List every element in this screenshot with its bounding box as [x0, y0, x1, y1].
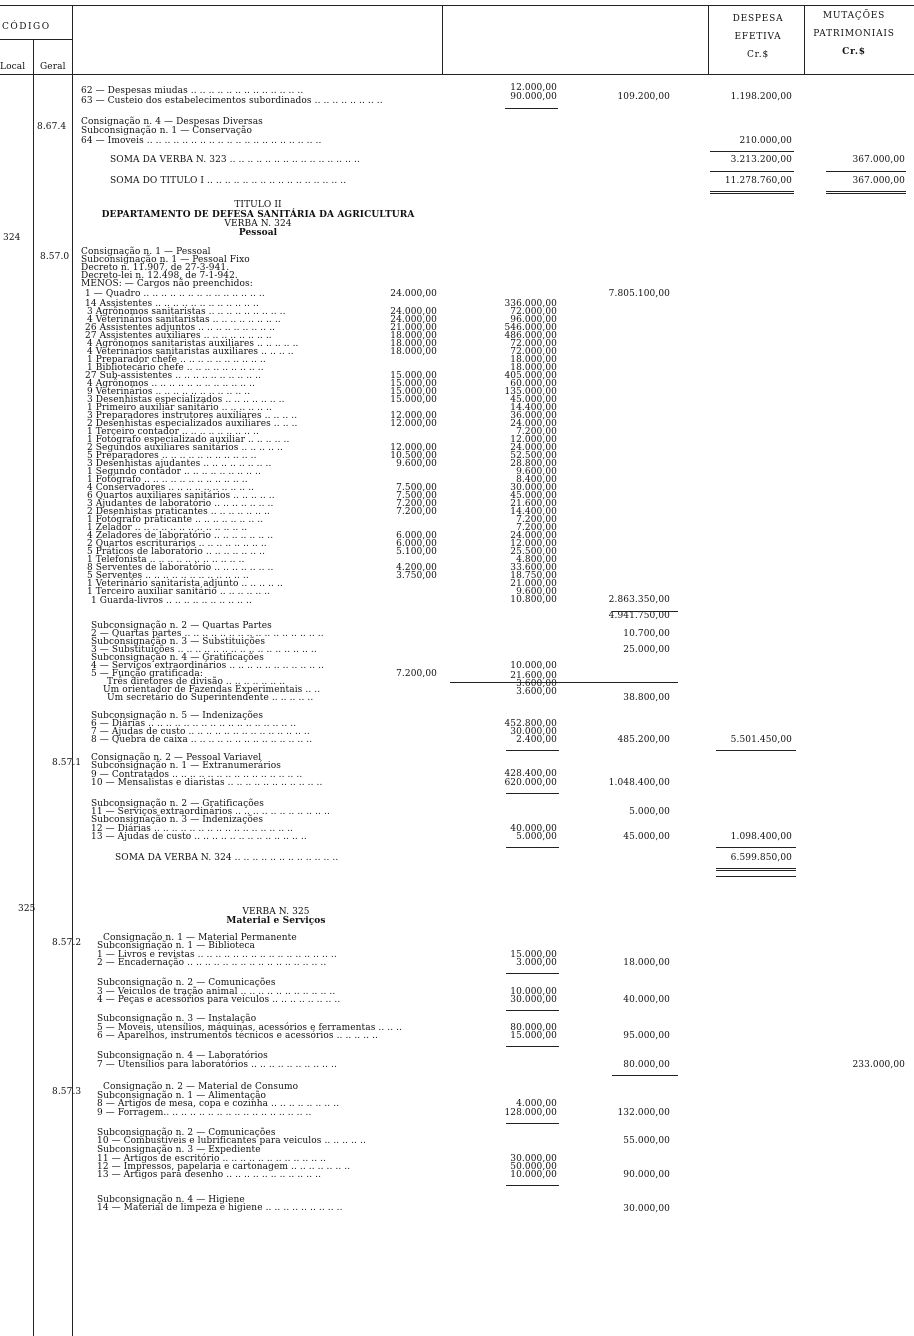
amount-col-1: 6.000,00: [396, 531, 437, 541]
amount-col-2: 14.400,00: [510, 403, 557, 413]
amount-col-1: 7.200,00: [396, 507, 437, 517]
amount-col-2: 50.000,00: [510, 1162, 557, 1172]
line-item: 1 Preparador chefe .. .. .. .. .. .. .. .. .. ..: [87, 355, 266, 365]
rule: [612, 1075, 678, 1076]
amount-col-1: 15.000,00: [390, 371, 437, 381]
line-item: 27 Sub-assistentes .. .. .. .. .. .. .. .. .. ..: [85, 371, 262, 381]
amount-col-1: 10.500,00: [390, 451, 437, 461]
line-item: 1 Primeiro auxiliar sanitário .. .. .. .. .. ..: [87, 403, 272, 413]
line-item: Subconsignação n. 1 — Conservação: [81, 126, 252, 136]
amount-col-2: 10.800,00: [510, 595, 557, 605]
line-item: 3 Preparadores instrutores auxiliares .. .. .. ..: [87, 411, 298, 421]
line-item: 1 Fotógrafo praticante .. .. .. .. .. .. .. ..: [87, 515, 264, 525]
line-item: 4 Veterinários sanitaristas auxiliares .. .. .. ..: [87, 347, 294, 357]
line-item: Subconsignação n. 2 — Comunicações: [97, 1128, 276, 1138]
code-8-57-3: 8.57.3: [52, 1087, 82, 1097]
amount-col-2: 135.000,00: [504, 387, 557, 397]
line-item: Subconsignação n. 2 — Comunicações: [97, 978, 276, 988]
line-item: Um orientador de Fazendas Experimentais .. ..: [103, 685, 321, 695]
amount-col-2: 9.600,00: [516, 467, 557, 477]
code-8-57-2: 8.57.2: [52, 938, 82, 948]
line-item: 9 — Forragem.. .. .. .. .. .. .. .. .. .. .. .. .. .. .. .. ..: [97, 1108, 312, 1118]
col-rule-mutacoes: [804, 5, 805, 75]
line-item: Três diretores de divisão .. .. .. .. .. .. ..: [107, 677, 286, 687]
rule: [506, 750, 559, 751]
line-item: 1 Terceiro contador .. .. .. .. .. .. .. .. ..: [87, 427, 259, 437]
amount-col-4: 1.098.400,00: [730, 832, 792, 842]
line-item: Subconsignação n. 3 — Instalação: [97, 1014, 257, 1024]
amount-col-2: 4.000,00: [516, 1099, 557, 1109]
amount-col-1: 3.750,00: [396, 571, 437, 581]
code-8-57-1: 8.57.1: [52, 758, 82, 768]
amount-col-4: 11.278.760,00: [724, 176, 792, 186]
line-item: 13 — Artigos para desenho .. .. .. .. .. .. .. .. .. .. ..: [97, 1170, 322, 1180]
amount-col-3: 55.000,00: [623, 1136, 670, 1146]
amount-col-2: 336.000,00: [504, 299, 557, 309]
line-item: 64 — Imoveis .. .. .. .. .. .. .. .. .. .. .. .. .. .. .. .. .. .. .. ..: [81, 136, 322, 146]
line-item: 2 — Quartas partes .. .. .. .. .. .. .. .. .. .. .. .. .. .. .. ..: [91, 629, 324, 639]
rule: [506, 973, 559, 974]
amount-col-3: 1.048.400,00: [608, 778, 670, 788]
line-item: 10 — Mensalistas e diaristas .. .. .. .. .. .. .. .. .. .. ..: [91, 778, 323, 788]
line-item: 1 Segundo contador .. .. .. .. .. .. .. .. ..: [87, 467, 261, 477]
col-rule-desc: [442, 5, 443, 75]
amount-col-1: 7.200,00: [396, 499, 437, 509]
line-item: 5 Serventes .. .. .. .. .. .. .. .. .. .. .. ..: [87, 571, 249, 581]
amount-col-2: 45.000,00: [510, 395, 557, 405]
header-bottom-rule: [0, 74, 914, 75]
rule: [710, 151, 794, 152]
amount-col-2: 3.600,00: [516, 679, 557, 689]
section-heading: Pessoal: [238, 228, 278, 238]
amount-col-2: 96.000,00: [510, 315, 557, 325]
rule: [506, 1046, 559, 1047]
amount-col-1: 9.600,00: [396, 459, 437, 469]
amount-col-3: 5.000,00: [629, 807, 670, 817]
amount-col-2: 486.000,00: [504, 331, 557, 341]
code-8-57-0: 8.57.0: [40, 252, 70, 262]
amount-col-1: 7.200,00: [396, 669, 437, 679]
line-item: Subconsignação n. 4 — Gratificações: [91, 653, 264, 663]
line-item: 26 Assistentes adjuntos .. .. .. .. .. .. .. .. ..: [85, 323, 276, 333]
amount-col-2: 9.600,00: [516, 587, 557, 597]
header-despesa-3: Cr.$: [747, 50, 769, 60]
amount-col-2: 21.600,00: [510, 671, 557, 681]
amount-col-3: 25.000,00: [623, 645, 670, 655]
header-mutacoes-1: MUTAÇÕES: [822, 11, 886, 21]
amount-col-1: 24.000,00: [390, 315, 437, 325]
amount-col-5: 367.000,00: [852, 176, 905, 186]
line-item: Consignação n. 2 — Material de Consumo: [103, 1082, 299, 1092]
rule: [716, 847, 796, 848]
line-item: 2 Desenhistas praticantes .. .. .. .. .. .. ..: [87, 507, 270, 517]
amount-col-1: 18.000,00: [390, 339, 437, 349]
amount-col-4: 1.198.200,00: [730, 92, 792, 102]
amount-col-2: 18.750,00: [510, 571, 557, 581]
header-codigo: CÓDIGO: [2, 22, 51, 32]
amount-col-2: 405.000,00: [504, 371, 557, 381]
line-item: 7 — Utensílios para laboratórios .. .. .. .. .. .. .. .. .. ..: [97, 1060, 337, 1070]
amount-col-1: 24.000,00: [390, 307, 437, 317]
amount-col-2: 72.000,00: [510, 347, 557, 357]
line-item: 8 Serventes de laboratório .. .. .. .. .. .. ..: [87, 563, 274, 573]
section-heading: TITULO II: [234, 200, 282, 210]
line-item: 2 Quartos escriturários .. .. .. .. .. .. .. ..: [87, 539, 267, 549]
amount-col-2: 620.000,00: [504, 778, 557, 788]
amount-col-3: 38.800,00: [623, 693, 670, 703]
amount-col-2: 24.000,00: [510, 443, 557, 453]
header-code-rule: [0, 39, 72, 40]
section-heading: Material e Serviços: [226, 916, 326, 926]
amount-col-2: 24.000,00: [510, 419, 557, 429]
rule: [450, 682, 678, 683]
line-item: 9 Veterinários .. .. .. .. .. .. .. .. .. .. ..: [87, 387, 251, 397]
col-rule-geral: [72, 5, 73, 1336]
line-item: Um secretário do Superintendente .. .. .. .. ..: [107, 693, 314, 703]
line-item: 1 Bibliotecário chefe .. .. .. .. .. .. .. .. ..: [87, 363, 264, 373]
line-item: 6 — Aparelhos, instrumentos técnicos e acessórios .. .. .. .. ..: [97, 1031, 379, 1041]
amount-col-2: 452.800,00: [504, 719, 557, 729]
line-item: Subconsignação n. 3 — Substituições: [91, 637, 266, 647]
rule: [506, 1010, 559, 1011]
line-item: 63 — Custeio dos estabelecimentos subordinados .. .. .. .. .. .. .. ..: [81, 96, 383, 106]
col-rule-despesa: [708, 5, 709, 75]
line-item: Decreto-lei n. 12.498, de 7-1-942.: [81, 271, 238, 281]
line-item: 11 — Artigos de escritório .. .. .. .. .. .. .. .. .. .. .. ..: [97, 1154, 327, 1164]
rule: [506, 1123, 559, 1124]
line-item: 5 — Moveis, utensílios, máquinas, acessórios e ferramentas .. .. ..: [97, 1023, 403, 1033]
line-item: Subconsignação n. 1 — Pessoal Fixo: [81, 255, 250, 265]
section-heading: DEPARTAMENTO DE DEFESA SANITÁRIA DA AGRICULTURA: [101, 210, 415, 220]
code-8-67-4: 8.67.4: [37, 122, 67, 132]
line-item: Subconsignação n. 1 — Extranumerários: [91, 761, 282, 771]
line-item: Subconsignação n. 4 — Laboratórios: [97, 1051, 268, 1061]
amount-col-2: 30.000,00: [510, 995, 557, 1005]
line-item: 4 Zeladores de laboratório .. .. .. .. .. .. ..: [87, 531, 274, 541]
amount-col-2: 7.200,00: [516, 427, 557, 437]
amount-col-2: 21.000,00: [510, 579, 557, 589]
amount-col-2: 28.800,00: [510, 459, 557, 469]
header-despesa-2: EFETIVA: [734, 32, 782, 42]
amount-col-2: 18.000,00: [510, 363, 557, 373]
amount-col-2: 3.000,00: [516, 958, 557, 968]
rule: [710, 191, 794, 194]
amount-col-5: 233.000,00: [852, 1060, 905, 1070]
amount-col-3: 30.000,00: [623, 1204, 670, 1214]
rule: [710, 171, 794, 172]
amount-col-3: 40.000,00: [623, 995, 670, 1005]
line-item: Consignação n. 1 — Material Permanente: [103, 933, 297, 943]
amount-col-2: 12.000,00: [510, 83, 557, 93]
amount-col-1: 4.200,00: [396, 563, 437, 573]
line-item: 14 Assistentes .. .. .. .. .. .. .. .. .. .. .. ..: [85, 299, 259, 309]
line-item: 1 — Quadro .. .. .. .. .. .. .. .. .. .. .. .. .. ..: [85, 289, 265, 299]
line-item: Subconsignação n. 4 — Higiene: [97, 1195, 245, 1205]
rule: [826, 191, 906, 194]
amount-col-4: 5.501.450,00: [730, 735, 792, 745]
line-item: 11 — Serviços extraordinários .. .. .. .. .. .. .. .. .. .. ..: [91, 807, 330, 817]
line-item: Subconsignação n. 5 — Indenizações: [91, 711, 264, 721]
header-mutacoes-3: Cr.$: [842, 47, 866, 57]
rule: [716, 750, 796, 751]
amount-col-2: 15.000,00: [510, 1031, 557, 1041]
amount-col-2: 8.400,00: [516, 475, 557, 485]
amount-col-2: 72.000,00: [510, 339, 557, 349]
amount-col-2: 5.000,00: [516, 832, 557, 842]
line-item: 4 Agrônomos sanitaristas auxiliares .. .. .. .. ..: [87, 339, 299, 349]
amount-col-3: 7.805.100,00: [608, 289, 670, 299]
amount-col-1: 18.000,00: [390, 331, 437, 341]
line-item: 12 — Impressos, papelaria e cartonagem .. .. .. .. .. .. ..: [97, 1162, 351, 1172]
line-item: 1 Guarda-livros .. .. .. .. .. .. .. .. .. ..: [91, 596, 252, 606]
line-item: Consignação n. 2 — Pessoal Variavel: [91, 753, 262, 763]
line-item: 5 — Função gratificada:: [91, 669, 203, 679]
line-item: 1 Zelador .. .. .. .. .. .. .. .. .. .. .. .. ..: [87, 523, 248, 533]
header-local: Local: [0, 62, 26, 72]
line-item: SOMA DO TITULO I .. .. .. .. .. .. .. .. .. .. .. .. .. .. .. ..: [110, 176, 347, 186]
line-item: 6 Quartos auxiliares sanitários .. .. .. .. ..: [87, 491, 275, 501]
amount-col-2: 10.000,00: [510, 661, 557, 671]
amount-col-1: 15.000,00: [390, 395, 437, 405]
line-item: 4 Conservadores .. .. .. .. .. .. .. .. .. ..: [87, 483, 255, 493]
line-item: Decreto n. 11.907, de 27-3-941.: [81, 263, 230, 273]
line-item: 8 — Artigos de mesa, copa e cozinha .. .. .. .. .. .. .. ..: [97, 1099, 340, 1109]
rule: [716, 868, 796, 871]
amount-col-2: 546.000,00: [504, 323, 557, 333]
line-item: 4 — Serviços extraordinários .. .. .. .. .. .. .. .. .. .. ..: [91, 661, 325, 671]
line-item: Subconsignação n. 2 — Quartas Partes: [91, 621, 272, 631]
line-item: Consignação n. 4 — Despesas Diversas: [81, 117, 263, 127]
amount-col-3: 4.941.750,00: [608, 611, 670, 621]
amount-col-5: 367.000,00: [852, 155, 905, 165]
line-item: 1 Terceiro auxiliar sanitário .. .. .. .. .. ..: [87, 587, 271, 597]
line-item: 1 Veterinário sanitarista adjunto .. .. .. .. ..: [87, 579, 283, 589]
amount-col-3: 2.863.350,00: [608, 595, 670, 605]
line-item: 4 — Peças e acessórios para veiculos .. .. .. .. .. .. .. ..: [97, 995, 341, 1005]
section-heading: VERBA N. 324: [224, 219, 292, 229]
line-item: Consignação n. 1 — Pessoal: [81, 247, 211, 257]
header-despesa-1: DESPESA: [732, 14, 784, 24]
line-item: 3 Desenhistas especializados .. .. .. .. .. .. ..: [87, 395, 285, 405]
line-item: 2 Segundos auxiliares sanitários .. .. .. .. ..: [87, 443, 283, 453]
amount-col-2: 40.000,00: [510, 824, 557, 834]
amount-col-1: 5.100,00: [396, 547, 437, 557]
amount-col-1: 12.000,00: [390, 411, 437, 421]
line-item: 2 Desenhistas especializados auxiliares .. .. ..: [87, 419, 298, 429]
amount-col-2: 12.000,00: [510, 539, 557, 549]
amount-col-2: 30.000,00: [510, 483, 557, 493]
line-item: SOMA DA VERBA N. 324 .. .. .. .. .. .. .. .. .. .. .. ..: [115, 853, 339, 863]
col-rule-local: [33, 40, 34, 1336]
amount-col-3: 95.000,00: [623, 1031, 670, 1041]
line-item: Subconsignação n. 1 — Biblioteca: [97, 941, 256, 951]
amount-col-2: 18.000,00: [510, 355, 557, 365]
line-item: 13 — Ajudas de custo .. .. .. .. .. .. .. .. .. .. .. .. ..: [91, 832, 307, 842]
amount-col-4: 3.213.200,00: [730, 155, 792, 165]
amount-col-2: 45.000,00: [510, 491, 557, 501]
amount-col-1: 24.000,00: [390, 289, 437, 299]
amount-col-2: 21.600,00: [510, 499, 557, 509]
amount-col-2: 14.400,00: [510, 507, 557, 517]
line-item: 12 — Diárias .. .. .. .. .. .. .. .. .. .. .. .. .. .. .. ..: [91, 824, 294, 834]
amount-col-3: 485.200,00: [617, 735, 670, 745]
line-item: 1 Fotógrafo especializado auxiliar .. .. .. .. ..: [87, 435, 290, 445]
line-item: 10 — Combustíveis e lubrificantes para veiculos .. .. .. .. ..: [97, 1136, 366, 1146]
line-item: 1 — Livros e revistas .. .. .. .. .. .. .. .. .. .. .. .. .. .. .. ..: [97, 950, 337, 960]
section-heading: VERBA N. 325: [242, 907, 310, 917]
amount-col-3: 45.000,00: [623, 832, 670, 842]
amount-col-2: 25.500,00: [510, 547, 557, 557]
amount-col-2: 80.000,00: [510, 1023, 557, 1033]
line-item: 62 — Despesas miudas .. .. .. .. .. .. .. .. .. .. .. .. ..: [81, 86, 304, 96]
code-local-325: 325: [18, 904, 36, 914]
line-item: 4 Agrônomos .. .. .. .. .. .. .. .. .. .. .. ..: [87, 379, 256, 389]
header-mutacoes-2: PATRIMONIAIS: [813, 29, 895, 39]
line-item: 2 — Encadernação .. .. .. .. .. .. .. .. .. .. .. .. .. .. .. ..: [97, 958, 327, 968]
amount-col-2: 3.600,00: [516, 687, 557, 697]
amount-col-2: 30.000,00: [510, 1154, 557, 1164]
code-local-324: 324: [3, 233, 21, 243]
line-item: 6 — Diárias .. .. .. .. .. .. .. .. .. .. .. .. .. .. .. .. ..: [91, 719, 297, 729]
amount-col-1: 6.000,00: [396, 539, 437, 549]
amount-col-2: 4.800,00: [516, 555, 557, 565]
amount-col-2: 428.400,00: [504, 769, 557, 779]
amount-col-1: 7.500,00: [396, 491, 437, 501]
line-item: 7 — Ajudas de custo .. .. .. .. .. .. .. .. .. .. .. .. .. ..: [91, 727, 310, 737]
amount-col-1: 18.000,00: [390, 347, 437, 357]
amount-col-4: 6.599.850,00: [730, 853, 792, 863]
rule: [716, 876, 796, 877]
amount-col-3: 18.000,00: [623, 958, 670, 968]
amount-col-2: 60.000,00: [510, 379, 557, 389]
line-item: 1 Fotógrafo .. .. .. .. .. .. .. .. .. .. .. ..: [87, 475, 248, 485]
amount-col-2: 10.000,00: [510, 987, 557, 997]
rule: [612, 611, 678, 612]
amount-col-2: 33.600,00: [510, 563, 557, 573]
line-item: Subconsignação n. 3 — Expediente: [97, 1145, 261, 1155]
amount-col-2: 7.200,00: [516, 523, 557, 533]
line-item: 3 — Veiculos de tração animal .. .. .. .. .. .. .. .. .. .. ..: [97, 987, 336, 997]
amount-col-3: 109.200,00: [617, 92, 670, 102]
amount-col-2: 10.000,00: [510, 1170, 557, 1180]
line-item: 3 — Substituições .. .. .. .. .. .. .. .. .. .. .. .. .. .. .. ..: [91, 645, 317, 655]
amount-col-1: 12.000,00: [390, 419, 437, 429]
rule: [506, 1185, 559, 1186]
line-item: Subconsignação n. 1 — Alimentação: [97, 1091, 267, 1101]
amount-col-2: 15.000,00: [510, 950, 557, 960]
amount-col-2: 36.000,00: [510, 411, 557, 421]
amount-col-3: 80.000,00: [623, 1060, 670, 1070]
line-item: 8 — Quebra de caixa .. .. .. .. .. .. .. .. .. .. .. .. .. ..: [91, 735, 313, 745]
amount-col-2: 30.000,00: [510, 727, 557, 737]
line-item: MENOS: — Cargos não preenchidos:: [81, 279, 253, 289]
line-item: 3 Ajudantes de laboratório .. .. .. .. .. .. ..: [87, 499, 274, 509]
amount-col-1: 7.500,00: [396, 483, 437, 493]
amount-col-3: 10.700,00: [623, 629, 670, 639]
top-rule: [0, 5, 914, 6]
line-item: 3 Agrônomos sanitaristas .. .. .. .. .. .. .. .. ..: [87, 307, 286, 317]
amount-col-2: 128.000,00: [504, 1108, 557, 1118]
amount-col-1: 21.000,00: [390, 323, 437, 333]
line-item: 4 Veterinários sanitaristas .. .. .. .. .. .. .. ..: [87, 315, 281, 325]
line-item: 5 Preparadores .. .. .. .. .. .. .. .. .. .. ..: [87, 451, 257, 461]
amount-col-1: 15.000,00: [390, 379, 437, 389]
amount-col-3: 132.000,00: [617, 1108, 670, 1118]
rule: [506, 847, 559, 848]
amount-col-1: 15.000,00: [390, 387, 437, 397]
amount-col-2: 52.500,00: [510, 451, 557, 461]
amount-col-3: 90.000,00: [623, 1170, 670, 1180]
rule: [506, 793, 559, 794]
line-item: 3 Desenhistas ajudantes .. .. .. .. .. .. .. ..: [87, 459, 272, 469]
line-item: Subconsignação n. 3 — Indenizações: [91, 815, 264, 825]
line-item: 5 Práticos de laboratório .. .. .. .. .. .. ..: [87, 547, 266, 557]
amount-col-2: 90.000,00: [510, 92, 557, 102]
rule: [505, 108, 558, 109]
line-item: 9 — Contratados .. .. .. .. .. .. .. .. .. .. .. .. .. .. ..: [91, 770, 303, 780]
amount-col-1: 12.000,00: [390, 443, 437, 453]
line-item: 1 Telefonista .. .. .. .. .. .. .. .. .. .. ..: [87, 555, 245, 565]
header-geral: Geral: [40, 62, 66, 72]
amount-col-2: 2.400,00: [516, 735, 557, 745]
amount-col-2: 12.000,00: [510, 435, 557, 445]
line-item: 27 Assistentes auxiliares .. .. .. .. .. .. .. ..: [85, 331, 272, 341]
line-item: 14 — Material de limpeza e higiene .. .. .. .. .. .. .. .. ..: [97, 1203, 343, 1213]
rule: [826, 171, 906, 172]
amount-col-2: 72.000,00: [510, 307, 557, 317]
line-item: Subconsignação n. 2 — Gratificações: [91, 799, 264, 809]
line-item: SOMA DA VERBA N. 323 .. .. .. .. .. .. .. .. .. .. .. .. .. .. ..: [110, 155, 360, 165]
amount-col-2: 24.000,00: [510, 531, 557, 541]
amount-col-2: 7.200,00: [516, 515, 557, 525]
amount-col-4: 210.000,00: [739, 136, 792, 146]
